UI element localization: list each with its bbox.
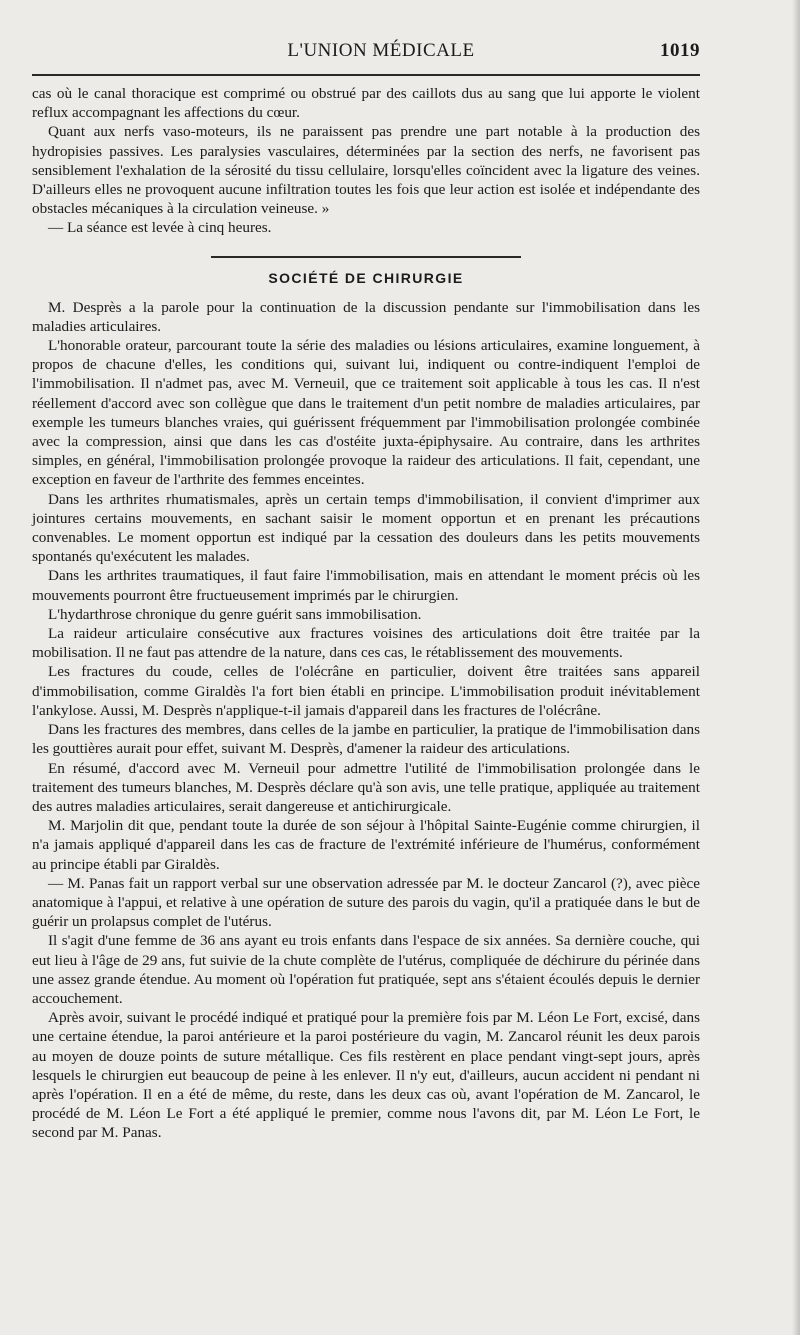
header-rule — [32, 74, 700, 76]
paragraph: Les fractures du coude, celles de l'olécrâne en particulier, doivent être traitées sans appareil d'immobilisation, comme Giraldès l'a fort bien établi en principe. L'immobilisation produit inévitablement l'ankylose. Aussi, M. Desprès n'applique-t-il jamais d'appareil dans les fractures de l'olécrâne. — [32, 663, 700, 719]
page-edge-shadow — [792, 0, 800, 1335]
page-number: 1019 — [660, 40, 700, 61]
section-divider — [211, 256, 521, 258]
paragraph: L'honorable orateur, parcourant toute la série des maladies ou lésions articulaires, examine longuement, à propos de chacune d'elles, les conditions qui, suivant lui, indiquent ou contre-indiquent l'emploi de l'immobilisation. Il n'admet pas, avec M. Verneuil, que ce traitement soit applicable à tous les cas. Il n'est réellement d'accord avec son collègue que dans le traitement d'un petit nombre de maladies articulaires, par exemple les tumeurs blanches vraies, qui guérissent fréquemment par l'immobilisation prolongée combinée avec la compression, ainsi que dans les cas d'ostéite juxta-épiphysaire. Au contraire, dans les arthrites simples, en général, l'immobilisation prolongée provoque la raideur des articulations. Il fait, cependant, une exception en faveur de l'arthrite des femmes enceintes. — [32, 337, 700, 489]
running-header — [32, 40, 700, 64]
paragraph: Dans les fractures des membres, dans celles de la jambe en particulier, la pratique de l'immobilisation dans les gouttières aurait pour effet, suivant M. Desprès, d'amener la raideur des articulations. — [32, 721, 700, 758]
paragraph: Dans les arthrites rhumatismales, après un certain temps d'immobilisation, il convient d'imprimer aux jointures certains mouvements, en sachant saisir le moment opportun et en prenant les précautions convenables. Le moment opportun est indiqué par la cessation des douleurs dans les petits mouvements spontanés qu'exécutent les malades. — [32, 490, 700, 566]
paragraph: Après avoir, suivant le procédé indiqué et pratiqué pour la première fois par M. Léon Le Fort, excisé, dans une certaine étendue, la paroi antérieure et la paroi postérieure du vagin, M. Zancarol réunit les deux parois au moyen de douze points de suture métallique. Ces fils restèrent en place pendant vingt-sept jours, après lesquels le chirurgien eut beaucoup de peine à les enlever. Il n'y eut, d'ailleurs, aucun accident ni pendant ni après l'opération. Il en a été de même, du reste, dans les deux cas où, avant l'opération de M. Zancarol, le procédé de M. Léon Le Fort a été appliqué le premier, comme nous l'avons dit, par M. Léon Le Fort, le second par M. Panas. — [32, 1009, 700, 1142]
paragraph: cas où le canal thoracique est comprimé ou obstrué par des caillots dus au sang que lui apporte le violent reflux accompagnant les affections du cœur. — [32, 85, 700, 122]
paragraph: M. Marjolin dit que, pendant toute la durée de son séjour à l'hôpital Sainte-Eugénie comme chirurgien, il n'a jamais appliqué d'appareil dans les cas de fracture de l'extrémité inférieure de l'humérus, conformément au principe établi par Giraldès. — [32, 817, 700, 873]
paragraph: — La séance est levée à cinq heures. — [48, 219, 272, 237]
paragraph: L'hydarthrose chronique du genre guérit sans immobilisation. — [48, 605, 422, 623]
paragraph: — M. Panas fait un rapport verbal sur une observation adressée par M. le docteur Zancarol (?), avec pièce anatomique à l'appui, et relative à une opération de suture des parois du vagin, qu'il a pratiquée dans le but de guérir un prolapsus complet de l'utérus. — [32, 874, 700, 931]
paragraph: Quant aux nerfs vaso-moteurs, ils ne paraissent pas prendre une part notable à la production des hydropisies passives. Les paralysies vasculaires, déterminées par la section des nerfs, ne favorisent pas sensiblement l'exhalation de la sérosité du tissu cellulaire, lorsqu'elles coïncident avec la ligature des veines. D'ailleurs elles ne provoquent aucune infiltration toutes les fois que leur action est isolée et indépendante des obstacles mécaniques à la circulation veineuse. » — [32, 123, 700, 218]
journal-title: L'UNION MÉDICALE — [287, 40, 475, 61]
paragraph: La raideur articulaire consécutive aux fractures voisines des articulations doit être traitée par la mobilisation. Il ne faut pas attendre de la nature, dans ces cas, le rétablissement des mouvements. — [32, 625, 700, 662]
paragraph: Dans les arthrites traumatiques, il faut faire l'immobilisation, mais en attendant le moment précis où les mouvements pourront être fructueusement imprimés par le chirurgien. — [32, 567, 700, 604]
article-body — [32, 84, 700, 1143]
paragraph: En résumé, d'accord avec M. Verneuil pour admettre l'utilité de l'immobilisation prolongée dans le traitement des tumeurs blanches, M. Desprès déclare qu'à son avis, une telle pratique, appliquée au traitement des autres maladies articulaires, serait dangereuse et antichirurgicale. — [32, 759, 700, 815]
paragraph: M. Desprès a la parole pour la continuation de la discussion pendante sur l'immobilisation dans les maladies articulaires. — [32, 298, 700, 335]
paragraph: Il s'agit d'une femme de 36 ans ayant eu trois enfants dans l'espace de six années. Sa dernière couche, qui eut lieu à l'âge de 29 ans, fut suivie de la chute complète de l'utérus, compliquée de déchirure du périnée dans une assez grande étendue. Au moment où l'opération fut pratiquée, sept ans s'étaient écoulés depuis le dernier accouchement. — [32, 932, 700, 1007]
section-title: SOCIÉTÉ DE CHIRURGIE — [268, 269, 464, 286]
